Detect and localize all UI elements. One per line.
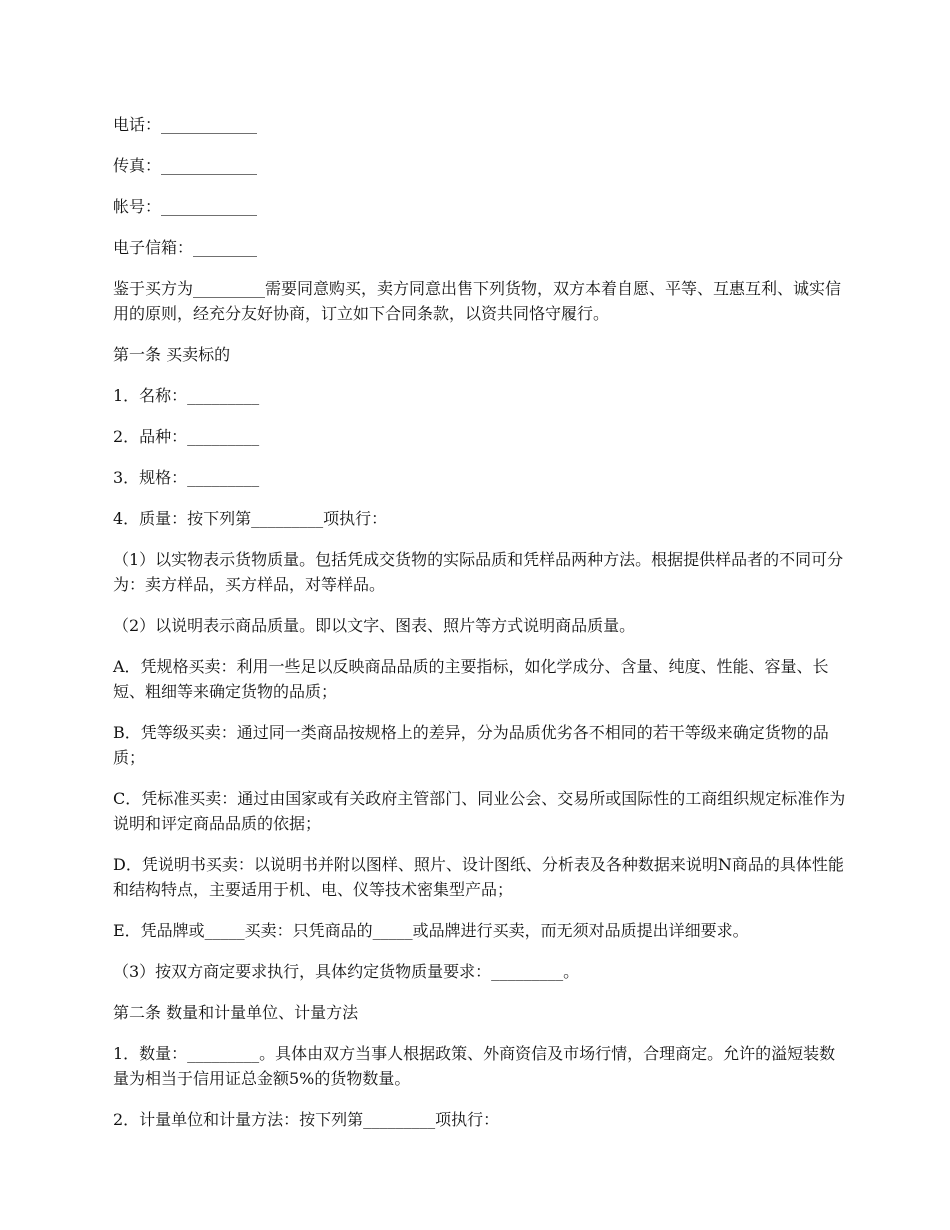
preamble-paragraph: 鉴于买方为_________需要同意购买，卖方同意出售下列货物，双方本着自愿、平等、互惠互利、诚实信用的原则，经充分友好协商，订立如下合同条款，以资共同恪守履行。 (113, 279, 842, 323)
quality-option-e: E．凭品牌或_____买卖：只凭商品的_____或品牌进行买卖，而无须对品质提出详细要求。 (113, 921, 749, 940)
email-line: 电子信箱：________ (113, 238, 258, 257)
quality-option-c: C．凭标准买卖：通过由国家或有关政府主管部门、同业公会、交易所或国际性的工商组织规定标准作为说明和评定商品品质的依据； (113, 789, 846, 833)
article-2-heading: 第二条 数量和计量单位、计量方法 (113, 1003, 359, 1022)
article-1-heading: 第一条 买卖标的 (113, 345, 231, 364)
phone-line: 电话：____________ (113, 115, 258, 134)
document-page (113, 112, 848, 1148)
quality-option-1: （1）以实物表示货物质量。包括凭成交货物的实际品质和凭样品两种方法。根据提供样品者的不同可分为：卖方样品，买方样品，对等样品。 (113, 550, 844, 594)
item-spec: 3．规格：_________ (113, 468, 260, 487)
unit-method-paragraph: 2．计量单位和计量方法：按下列第_________项执行： (113, 1110, 500, 1129)
item-quality: 4．质量：按下列第_________项执行： (113, 509, 388, 528)
item-variety: 2．品种：_________ (113, 427, 260, 446)
quality-option-2: （2）以说明表示商品质量。即以文字、图表、照片等方式说明商品质量。 (113, 616, 636, 635)
fax-line: 传真：____________ (113, 156, 258, 175)
quality-option-3: （3）按双方商定要求执行，具体约定货物质量要求：_________。 (113, 962, 580, 981)
account-line: 帐号：____________ (113, 197, 258, 216)
item-name: 1．名称：_________ (113, 386, 260, 405)
quality-option-d: D．凭说明书买卖：以说明书并附以图样、照片、设计图纸、分析表及各种数据来说明N商品的具体性能和结构特点，主要适用于机、电、仪等技术密集型产品； (113, 855, 844, 899)
quantity-paragraph: 1．数量：_________。具体由双方当事人根据政策、外商资信及市场行情，合理商定。允许的溢短装数量为相当于信用证总金额5%的货物数量。 (113, 1044, 836, 1088)
quality-option-b: B．凭等级买卖：通过同一类商品按规格上的差异，分为品质优劣各不相同的若干等级来确定货物的品质； (113, 723, 829, 767)
quality-option-a: A．凭规格买卖：利用一些足以反映商品品质的主要指标，如化学成分、含量、纯度、性能、容量、长短、粗细等来确定货物的品质； (113, 657, 829, 701)
